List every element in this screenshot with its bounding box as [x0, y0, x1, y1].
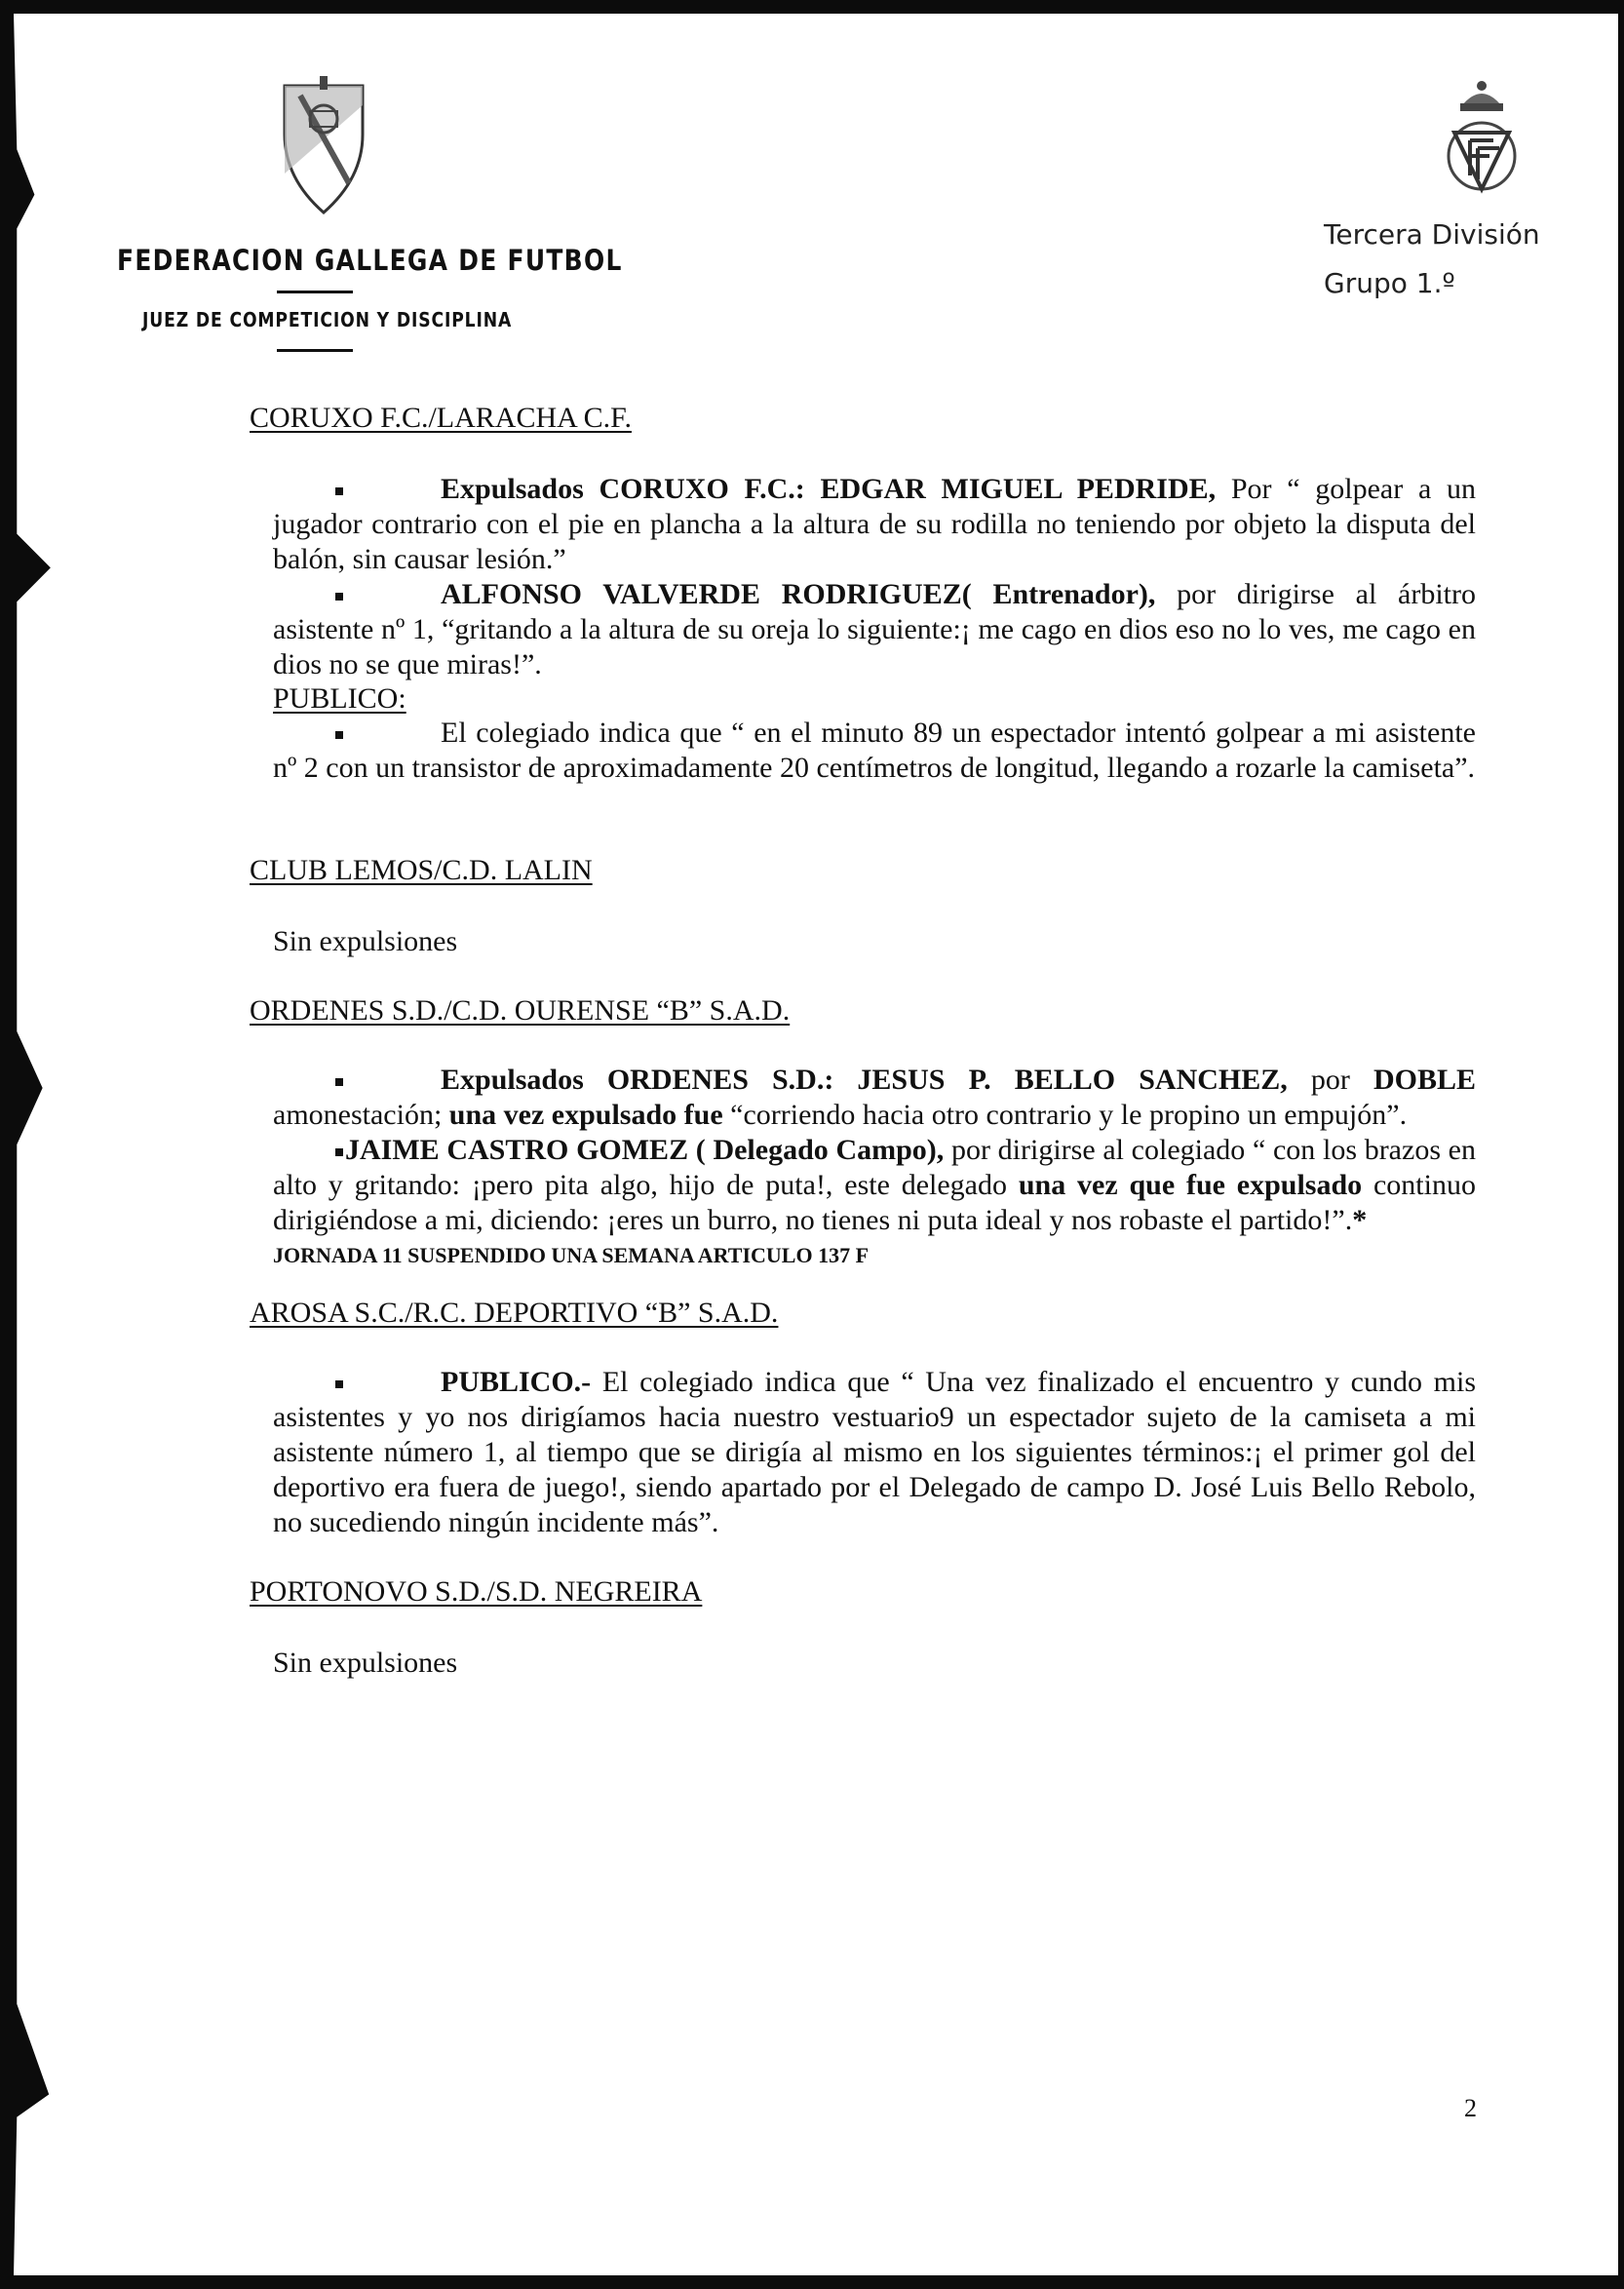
match-title: PORTONOVO S.D./S.D. NEGREIRA: [250, 1575, 703, 1608]
rfef-crown-logo: [1441, 78, 1523, 197]
bullet: [335, 1380, 343, 1388]
match-title: AROSA S.C./R.C. DEPORTIVO “B” S.A.D.: [250, 1297, 779, 1329]
page-number: 2: [1464, 2094, 1477, 2122]
no-expulsions: Sin expulsiones: [273, 1647, 458, 1679]
bullet: [335, 1148, 343, 1156]
division-label: Tercera División: [1324, 218, 1540, 251]
bullet: [335, 1078, 343, 1086]
bullet: [335, 487, 343, 495]
sanction-paragraph: JAIME CASTRO GOMEZ ( Delegado Campo), por dirigirse al colegiado “ con los brazos en alto y gritando: ¡pero pita algo, hijo de puta!, este delegado una vez que fue expulsado continuo dirigiéndose a mi, diciendo: ¡eres un burro, no tienes ni puta ideal y nos robaste el partido!”.*: [273, 1134, 1476, 1236]
match-title: ORDENES S.D./C.D. OURENSE “B” S.A.D.: [250, 994, 791, 1027]
suspension-note: JORNADA 11 SUSPENDIDO UNA SEMANA ARTICULO 137 F: [273, 1243, 870, 1267]
publico-paragraph: El colegiado indica que “ en el minuto 89 un espectador intentó golpear a mi asistente nº 2 con un transistor de aproximadamente 20 centímetros de longitud, llegando a rozarle la camiseta”.: [273, 717, 1476, 784]
federation-name: FEDERACION GALLEGA DE FUTBOL: [117, 244, 623, 277]
group-label: Grupo 1.º: [1324, 267, 1455, 299]
header-divider: [277, 349, 353, 352]
match-title: CORUXO F.C./LARACHA C.F.: [250, 402, 632, 434]
publico-label: PUBLICO:: [273, 682, 406, 715]
sanction-paragraph: ALFONSO VALVERDE RODRIGUEZ( Entrenador), por dirigirse al árbitro asistente nº 1, “gritando a la altura de su oreja lo siguiente:¡ me cago en dios eso no lo ves, me cago en dios no se que miras!”.: [273, 578, 1476, 680]
sanction-paragraph: Expulsados CORUXO F.C.: EDGAR MIGUEL PEDRIDE, Por “ golpear a un jugador contrario con el pie en plancha a la altura de su rodilla no teniendo por objeto la disputa del balón, sin causar lesión.”: [273, 473, 1476, 575]
bullet: [335, 731, 343, 739]
federation-shield-logo: [281, 76, 367, 218]
bullet: [335, 593, 343, 601]
sanction-paragraph: Expulsados ORDENES S.D.: JESUS P. BELLO SANCHEZ, por DOBLE amonestación; una vez expulsado fue “corriendo hacia otro contrario y le propino un empujón”.: [273, 1064, 1476, 1131]
no-expulsions: Sin expulsiones: [273, 925, 458, 957]
header-divider: [277, 291, 353, 293]
match-title: CLUB LEMOS/C.D. LALIN: [250, 854, 593, 886]
publico-paragraph: PUBLICO.- El colegiado indica que “ Una vez finalizado el encuentro y cundo mis asistentes y yo nos dirigíamos hacia nuestro vestuario9 un espectador sujeto de la camiseta a mi asistente número 1, al tiempo que se dirigía al mismo en los siguientes términos:¡ el primer gol del deportivo era fuera de juego!, siendo apartado por el Delegado de campo D. José Luis Bello Rebolo, no sucediendo ningún incidente más”.: [273, 1366, 1476, 1538]
committee-name: JUEZ DE COMPETICION Y DISCIPLINA: [142, 308, 513, 331]
